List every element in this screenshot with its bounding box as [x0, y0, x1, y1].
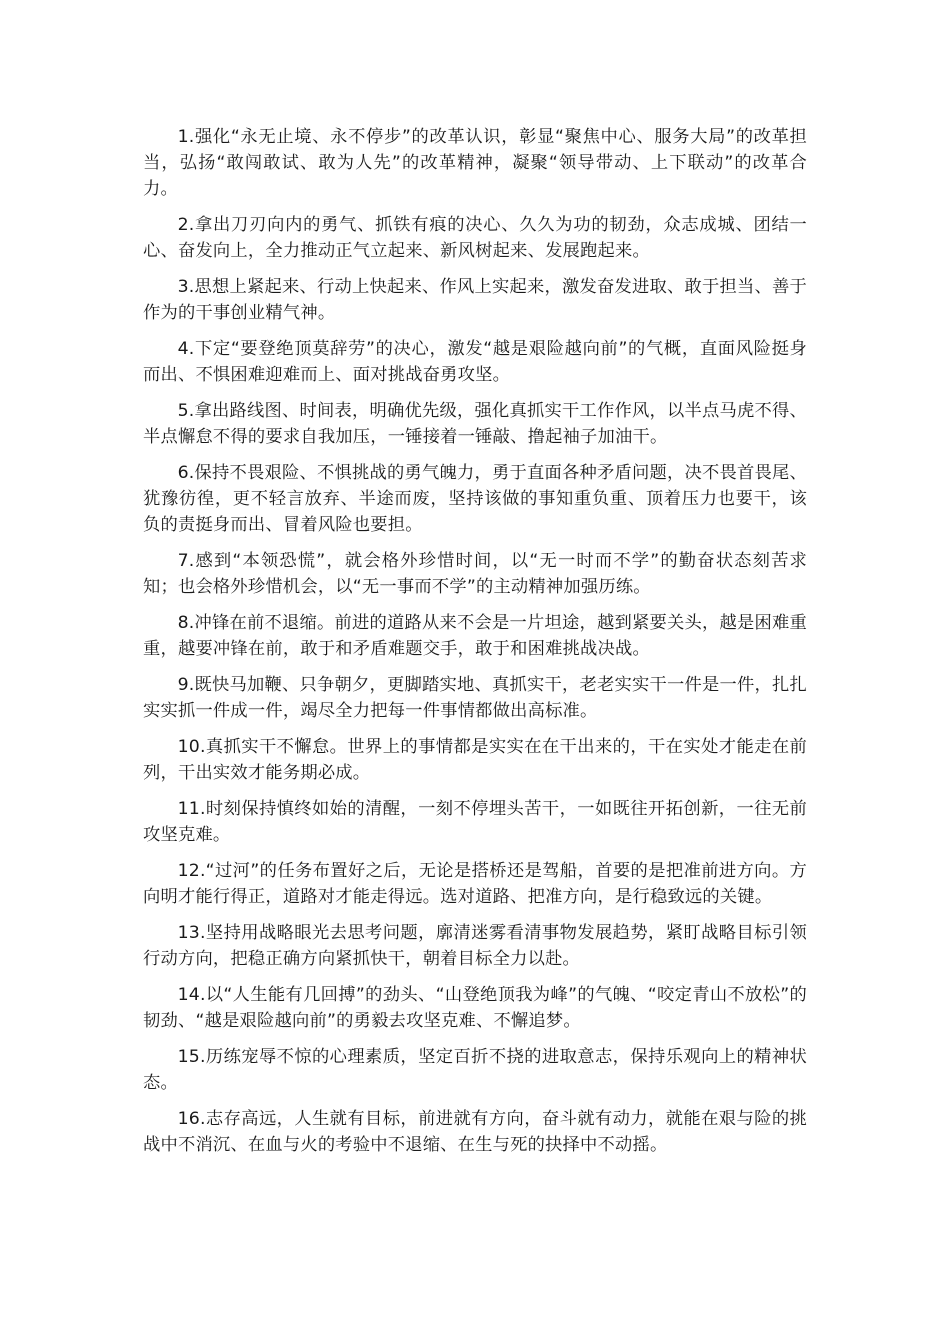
paragraph-2: 2.拿出刀刃向内的勇气、抓铁有痕的决心、久久为功的韧劲，众志成城、团结一心、奋发向上，全力推动正气立起来、新风树起来、发展跑起来。 [143, 215, 807, 261]
paragraph-15: 15.历练宠辱不惊的心理素质，坚定百折不挠的进取意志，保持乐观向上的精神状态。 [143, 1047, 807, 1093]
paragraph-5: 5.拿出路线图、时间表，明确优先级，强化真抓实干工作作风，以半点马虎不得、半点懈怠不得的要求自我加压，一锤接着一锤敲、撸起袖子加油干。 [143, 401, 807, 447]
document-body [143, 124, 807, 1168]
paragraph-9: 9.既快马加鞭、只争朝夕，更脚踏实地、真抓实干，老老实实干一件是一件，扎扎实实抓一件成一件，竭尽全力把每一件事情都做出高标准。 [143, 675, 807, 721]
paragraph-8: 8.冲锋在前不退缩。前进的道路从来不会是一片坦途，越到紧要关头，越是困难重重，越要冲锋在前，敢于和矛盾难题交手，敢于和困难挑战决战。 [143, 613, 807, 659]
paragraph-14: 14.以“人生能有几回搏”的劲头、“山登绝顶我为峰”的气魄、“咬定青山不放松”的韧劲、“越是艰险越向前”的勇毅去攻坚克难、不懈追梦。 [143, 985, 807, 1031]
paragraph-10: 10.真抓实干不懈怠。世界上的事情都是实实在在干出来的，干在实处才能走在前列，干出实效才能务期必成。 [143, 737, 807, 783]
paragraph-6: 6.保持不畏艰险、不惧挑战的勇气魄力，勇于直面各种矛盾问题，决不畏首畏尾、犹豫彷徨，更不轻言放弃、半途而废，坚持该做的事知重负重、顶着压力也要干，该负的责挺身而出、冒着风险也要担。 [143, 463, 807, 535]
paragraph-1: 1.强化“永无止境、永不停步”的改革认识，彰显“聚焦中心、服务大局”的改革担当，弘扬“敢闯敢试、敢为人先”的改革精神，凝聚“领导带动、上下联动”的改革合力。 [143, 127, 807, 199]
paragraph-11: 11.时刻保持慎终如始的清醒，一刻不停埋头苦干，一如既往开拓创新，一往无前攻坚克难。 [143, 799, 807, 845]
paragraph-3: 3.思想上紧起来、行动上快起来、作风上实起来，激发奋发进取、敢于担当、善于作为的干事创业精气神。 [143, 277, 807, 323]
paragraph-12: 12.“过河”的任务布置好之后，无论是搭桥还是驾船，首要的是把准前进方向。方向明才能行得正，道路对才能走得远。选对道路、把准方向，是行稳致远的关键。 [143, 861, 807, 907]
paragraph-13: 13.坚持用战略眼光去思考问题，廓清迷雾看清事物发展趋势，紧盯战略目标引领行动方向，把稳正确方向紧抓快干，朝着目标全力以赴。 [143, 923, 807, 969]
paragraph-4: 4.下定“要登绝顶莫辞劳”的决心，激发“越是艰险越向前”的气概，直面风险挺身而出、不惧困难迎难而上、面对挑战奋勇攻坚。 [143, 339, 807, 385]
paragraph-7: 7.感到“本领恐慌”，就会格外珍惜时间，以“无一时而不学”的勤奋状态刻苦求知；也会格外珍惜机会，以“无一事而不学”的主动精神加强历练。 [143, 551, 807, 597]
paragraph-16: 16.志存高远，人生就有目标，前进就有方向，奋斗就有动力，就能在艰与险的挑战中不消沉、在血与火的考验中不退缩、在生与死的抉择中不动摇。 [143, 1109, 807, 1155]
